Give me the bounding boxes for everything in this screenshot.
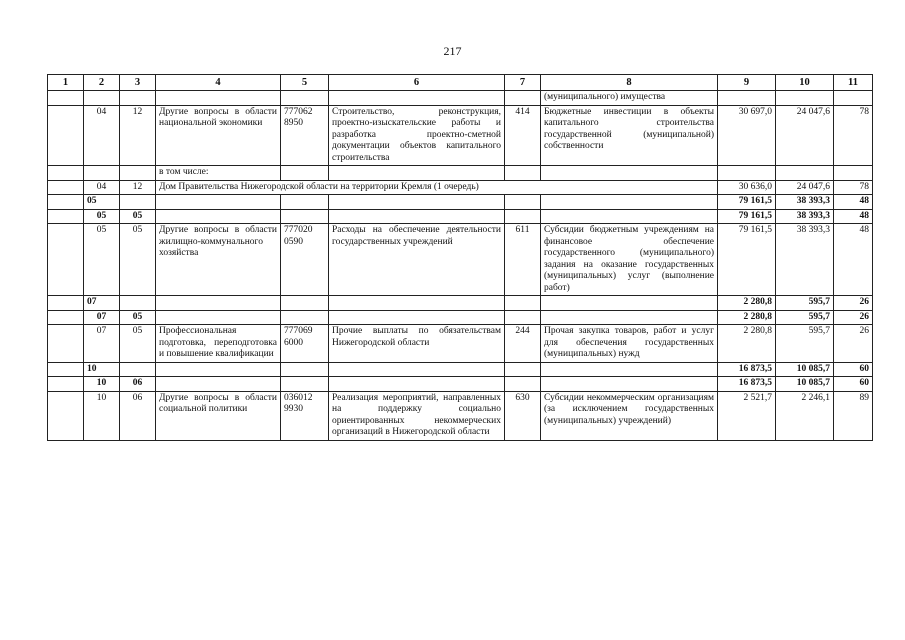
- table-row: [48, 296, 873, 311]
- column-header: 2: [84, 75, 120, 91]
- budget-table: [47, 74, 873, 441]
- plan-amount-cell: 30 636,0: [718, 180, 776, 195]
- plan-amount-cell: 2 280,8: [718, 310, 776, 325]
- plan-amount-cell: 79 161,5: [718, 195, 776, 210]
- plan-amount-cell: 79 161,5: [718, 209, 776, 224]
- actual-amount-cell: 2 246,1: [776, 391, 834, 440]
- actual-amount-cell: 24 047,6: [776, 105, 834, 166]
- column-header: 8: [541, 75, 718, 91]
- subsection-cell: 05: [120, 209, 156, 224]
- target-article-cell: 777062 8950: [281, 105, 329, 166]
- plan-amount-cell: 79 161,5: [718, 224, 776, 296]
- header-row: [48, 75, 873, 91]
- percent-cell: 78: [834, 180, 873, 195]
- section-name-cell: Профессиональная подготовка, переподготовка и повышение квалификации: [156, 325, 281, 363]
- table-row: [48, 166, 873, 181]
- section-cell: 05: [84, 209, 120, 224]
- expense-type-cell: (муниципального) имущества: [541, 91, 718, 106]
- table-row: [48, 195, 873, 210]
- section-name-cell: Другие вопросы в области социальной политики: [156, 391, 281, 440]
- column-header: 1: [48, 75, 84, 91]
- table-row: [48, 391, 873, 440]
- table-row: [48, 325, 873, 363]
- table-row: [48, 91, 873, 106]
- plan-amount-cell: 2 280,8: [718, 325, 776, 363]
- actual-amount-cell: 10 085,7: [776, 377, 834, 392]
- plan-amount-cell: 2 521,7: [718, 391, 776, 440]
- subsection-cell: 06: [120, 391, 156, 440]
- plan-amount-cell: 30 697,0: [718, 105, 776, 166]
- target-article-cell: 777069 6000: [281, 325, 329, 363]
- expense-type-cell: Субсидии бюджетным учреждениям на финансовое обеспечение государственного (муниципального) задания на оказание государственных (муниципальных) услуг (выполнение работ): [541, 224, 718, 296]
- expense-type-cell: Бюджетные инвестиции в объекты капитального строительства государственной (муниципальной) собственности: [541, 105, 718, 166]
- section-cell: 10: [84, 362, 120, 377]
- target-name-cell: Расходы на обеспечение деятельности государственных учреждений: [329, 224, 505, 296]
- including-label: в том числе:: [156, 166, 281, 181]
- plan-amount-cell: 16 873,5: [718, 362, 776, 377]
- target-article-cell: 036012 9930: [281, 391, 329, 440]
- table-row: [48, 180, 873, 195]
- percent-cell: 26: [834, 296, 873, 311]
- percent-cell: 26: [834, 325, 873, 363]
- target-article-cell: 777020 0590: [281, 224, 329, 296]
- plan-amount-cell: 16 873,5: [718, 377, 776, 392]
- percent-cell: 48: [834, 224, 873, 296]
- expense-type-cell: Субсидии некоммерческим организациям (за исключением государственных (муниципальных) учреждений): [541, 391, 718, 440]
- column-header: 7: [505, 75, 541, 91]
- subsection-cell: 12: [120, 180, 156, 195]
- percent-cell: 78: [834, 105, 873, 166]
- section-cell: 10: [84, 391, 120, 440]
- table-row: [48, 377, 873, 392]
- percent-cell: 26: [834, 310, 873, 325]
- column-header: 11: [834, 75, 873, 91]
- section-name-cell: Другие вопросы в области жилищно-коммунального хозяйства: [156, 224, 281, 296]
- percent-cell: 60: [834, 377, 873, 392]
- plan-amount-cell: 2 280,8: [718, 296, 776, 311]
- percent-cell: 89: [834, 391, 873, 440]
- subsection-cell: 05: [120, 325, 156, 363]
- object-name-cell: Дом Правительства Нижегородской области на территории Кремля (1 очередь): [156, 180, 718, 195]
- target-name-cell: Строительство, реконструкция, проектно-изыскательские работы и разработка проектно-сметной документации объектов капитального строительства: [329, 105, 505, 166]
- subsection-cell: 05: [120, 310, 156, 325]
- page-number: 217: [443, 44, 462, 58]
- actual-amount-cell: 595,7: [776, 325, 834, 363]
- target-name-cell: Прочие выплаты по обязательствам Нижегородской области: [329, 325, 505, 363]
- actual-amount-cell: 595,7: [776, 310, 834, 325]
- column-header: 6: [329, 75, 505, 91]
- expense-code-cell: 630: [505, 391, 541, 440]
- column-header: 5: [281, 75, 329, 91]
- actual-amount-cell: 595,7: [776, 296, 834, 311]
- section-cell: 07: [84, 325, 120, 363]
- section-cell: 05: [84, 195, 120, 210]
- table-row: [48, 224, 873, 296]
- expense-code-cell: 414: [505, 105, 541, 166]
- table-row: [48, 105, 873, 166]
- table-row: [48, 310, 873, 325]
- actual-amount-cell: 10 085,7: [776, 362, 834, 377]
- expense-code-cell: 611: [505, 224, 541, 296]
- percent-cell: 48: [834, 195, 873, 210]
- column-header: 3: [120, 75, 156, 91]
- section-cell: 07: [84, 310, 120, 325]
- table-row: [48, 362, 873, 377]
- expense-code-cell: 244: [505, 325, 541, 363]
- actual-amount-cell: 24 047,6: [776, 180, 834, 195]
- section-cell: 04: [84, 105, 120, 166]
- subsection-cell: 12: [120, 105, 156, 166]
- section-cell: 05: [84, 224, 120, 296]
- section-cell: 10: [84, 377, 120, 392]
- subsection-cell: 05: [120, 224, 156, 296]
- section-cell: 04: [84, 180, 120, 195]
- subsection-cell: 06: [120, 377, 156, 392]
- column-header: 10: [776, 75, 834, 91]
- column-header: 9: [718, 75, 776, 91]
- actual-amount-cell: 38 393,3: [776, 209, 834, 224]
- table-row: [48, 209, 873, 224]
- section-name-cell: Другие вопросы в области национальной экономики: [156, 105, 281, 166]
- target-name-cell: Реализация мероприятий, направленных на поддержку социально ориентированных некоммерческих организаций в Нижегородской области: [329, 391, 505, 440]
- expense-type-cell: Прочая закупка товаров, работ и услуг для обеспечения государственных (муниципальных) нужд: [541, 325, 718, 363]
- actual-amount-cell: 38 393,3: [776, 195, 834, 210]
- section-cell: 07: [84, 296, 120, 311]
- actual-amount-cell: 38 393,3: [776, 224, 834, 296]
- percent-cell: 48: [834, 209, 873, 224]
- column-header: 4: [156, 75, 281, 91]
- percent-cell: 60: [834, 362, 873, 377]
